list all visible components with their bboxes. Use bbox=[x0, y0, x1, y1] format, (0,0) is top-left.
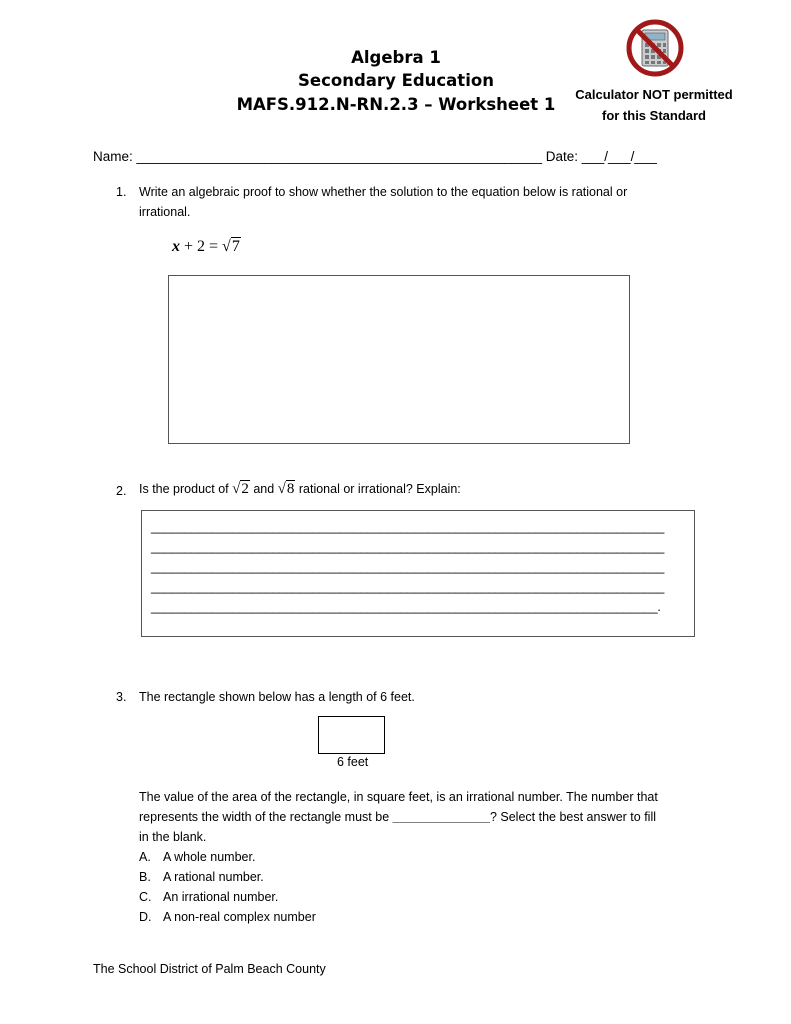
eq-middle: + 2 = bbox=[180, 238, 223, 255]
option-a[interactable]: A. A whole number. bbox=[139, 850, 256, 864]
title-line-1: Algebra 1 bbox=[351, 48, 441, 67]
title-line-2: Secondary Education bbox=[298, 71, 494, 90]
q3-paragraph-line-2: represents the width of the rectangle must be ______________? Select the best answer to fill bbox=[139, 810, 657, 824]
q3-paragraph-line-3: in the blank. bbox=[139, 830, 207, 844]
answer-line[interactable]: ____________________________________________________________________________ bbox=[151, 560, 665, 574]
q3-paragraph-line-1: The value of the area of the rectangle, in square feet, is an irrational number. The number that bbox=[139, 790, 658, 804]
q3-text: The rectangle shown below has a length of 6 feet. bbox=[139, 690, 415, 704]
q1-text-line-1: Write an algebraic proof to show whether the solution to the equation below is rational or bbox=[139, 185, 628, 199]
option-c[interactable]: C. An irrational number. bbox=[139, 890, 279, 904]
rectangle-label: 6 feet bbox=[337, 755, 369, 769]
eq-variable: x bbox=[172, 238, 180, 255]
q1-answer-box[interactable] bbox=[168, 275, 630, 444]
answer-line[interactable]: ____________________________________________________________________________ bbox=[151, 520, 665, 534]
sqrt-symbol: √7 bbox=[222, 238, 240, 255]
sqrt-8: √8 bbox=[277, 481, 295, 497]
name-label: Name: bbox=[93, 149, 133, 164]
q2-text bbox=[139, 479, 461, 499]
q2-answer-lines bbox=[151, 517, 664, 617]
q1-equation bbox=[172, 238, 241, 256]
answer-line[interactable]: ____________________________________________________________________________ bbox=[151, 540, 665, 554]
answer-line[interactable]: ____________________________________________________________________________ bbox=[151, 580, 665, 594]
calculator-note-line-2: for this Standard bbox=[601, 108, 706, 123]
no-calculator-icon bbox=[625, 18, 685, 78]
q3-number: 3. bbox=[116, 690, 127, 704]
q2-answer-box[interactable] bbox=[141, 510, 695, 637]
option-b[interactable]: B. A rational number. bbox=[139, 870, 264, 884]
answer-line[interactable]: ___________________________________________________________________________. bbox=[151, 600, 661, 614]
eq-radicand: 7 bbox=[231, 238, 240, 255]
date-blank[interactable]: ___/___/___ bbox=[581, 149, 657, 164]
q2-number: 2. bbox=[116, 484, 127, 498]
q2-text-after: rational or irrational? Explain: bbox=[295, 482, 461, 496]
footer-text: The School District of Palm Beach County bbox=[93, 962, 326, 976]
option-d[interactable]: D. A non-real complex number bbox=[139, 910, 316, 924]
name-blank[interactable]: ______________________________________________________ bbox=[136, 149, 542, 164]
rectangle-figure bbox=[318, 716, 385, 754]
title-line-3: MAFS.912.N-RN.2.3 – Worksheet 1 bbox=[236, 95, 556, 114]
date-label: Date: bbox=[545, 149, 579, 164]
name-date-line bbox=[93, 147, 657, 167]
sqrt-2: √2 bbox=[232, 481, 249, 497]
q2-and: and bbox=[249, 482, 278, 496]
q1-number: 1. bbox=[116, 185, 127, 199]
q1-text-line-2: irrational. bbox=[139, 205, 191, 219]
q2-text-before: Is the product of bbox=[139, 482, 233, 496]
calculator-note-line-1: Calculator NOT permitted bbox=[575, 87, 733, 102]
fill-blank[interactable]: ______________ bbox=[392, 810, 490, 824]
